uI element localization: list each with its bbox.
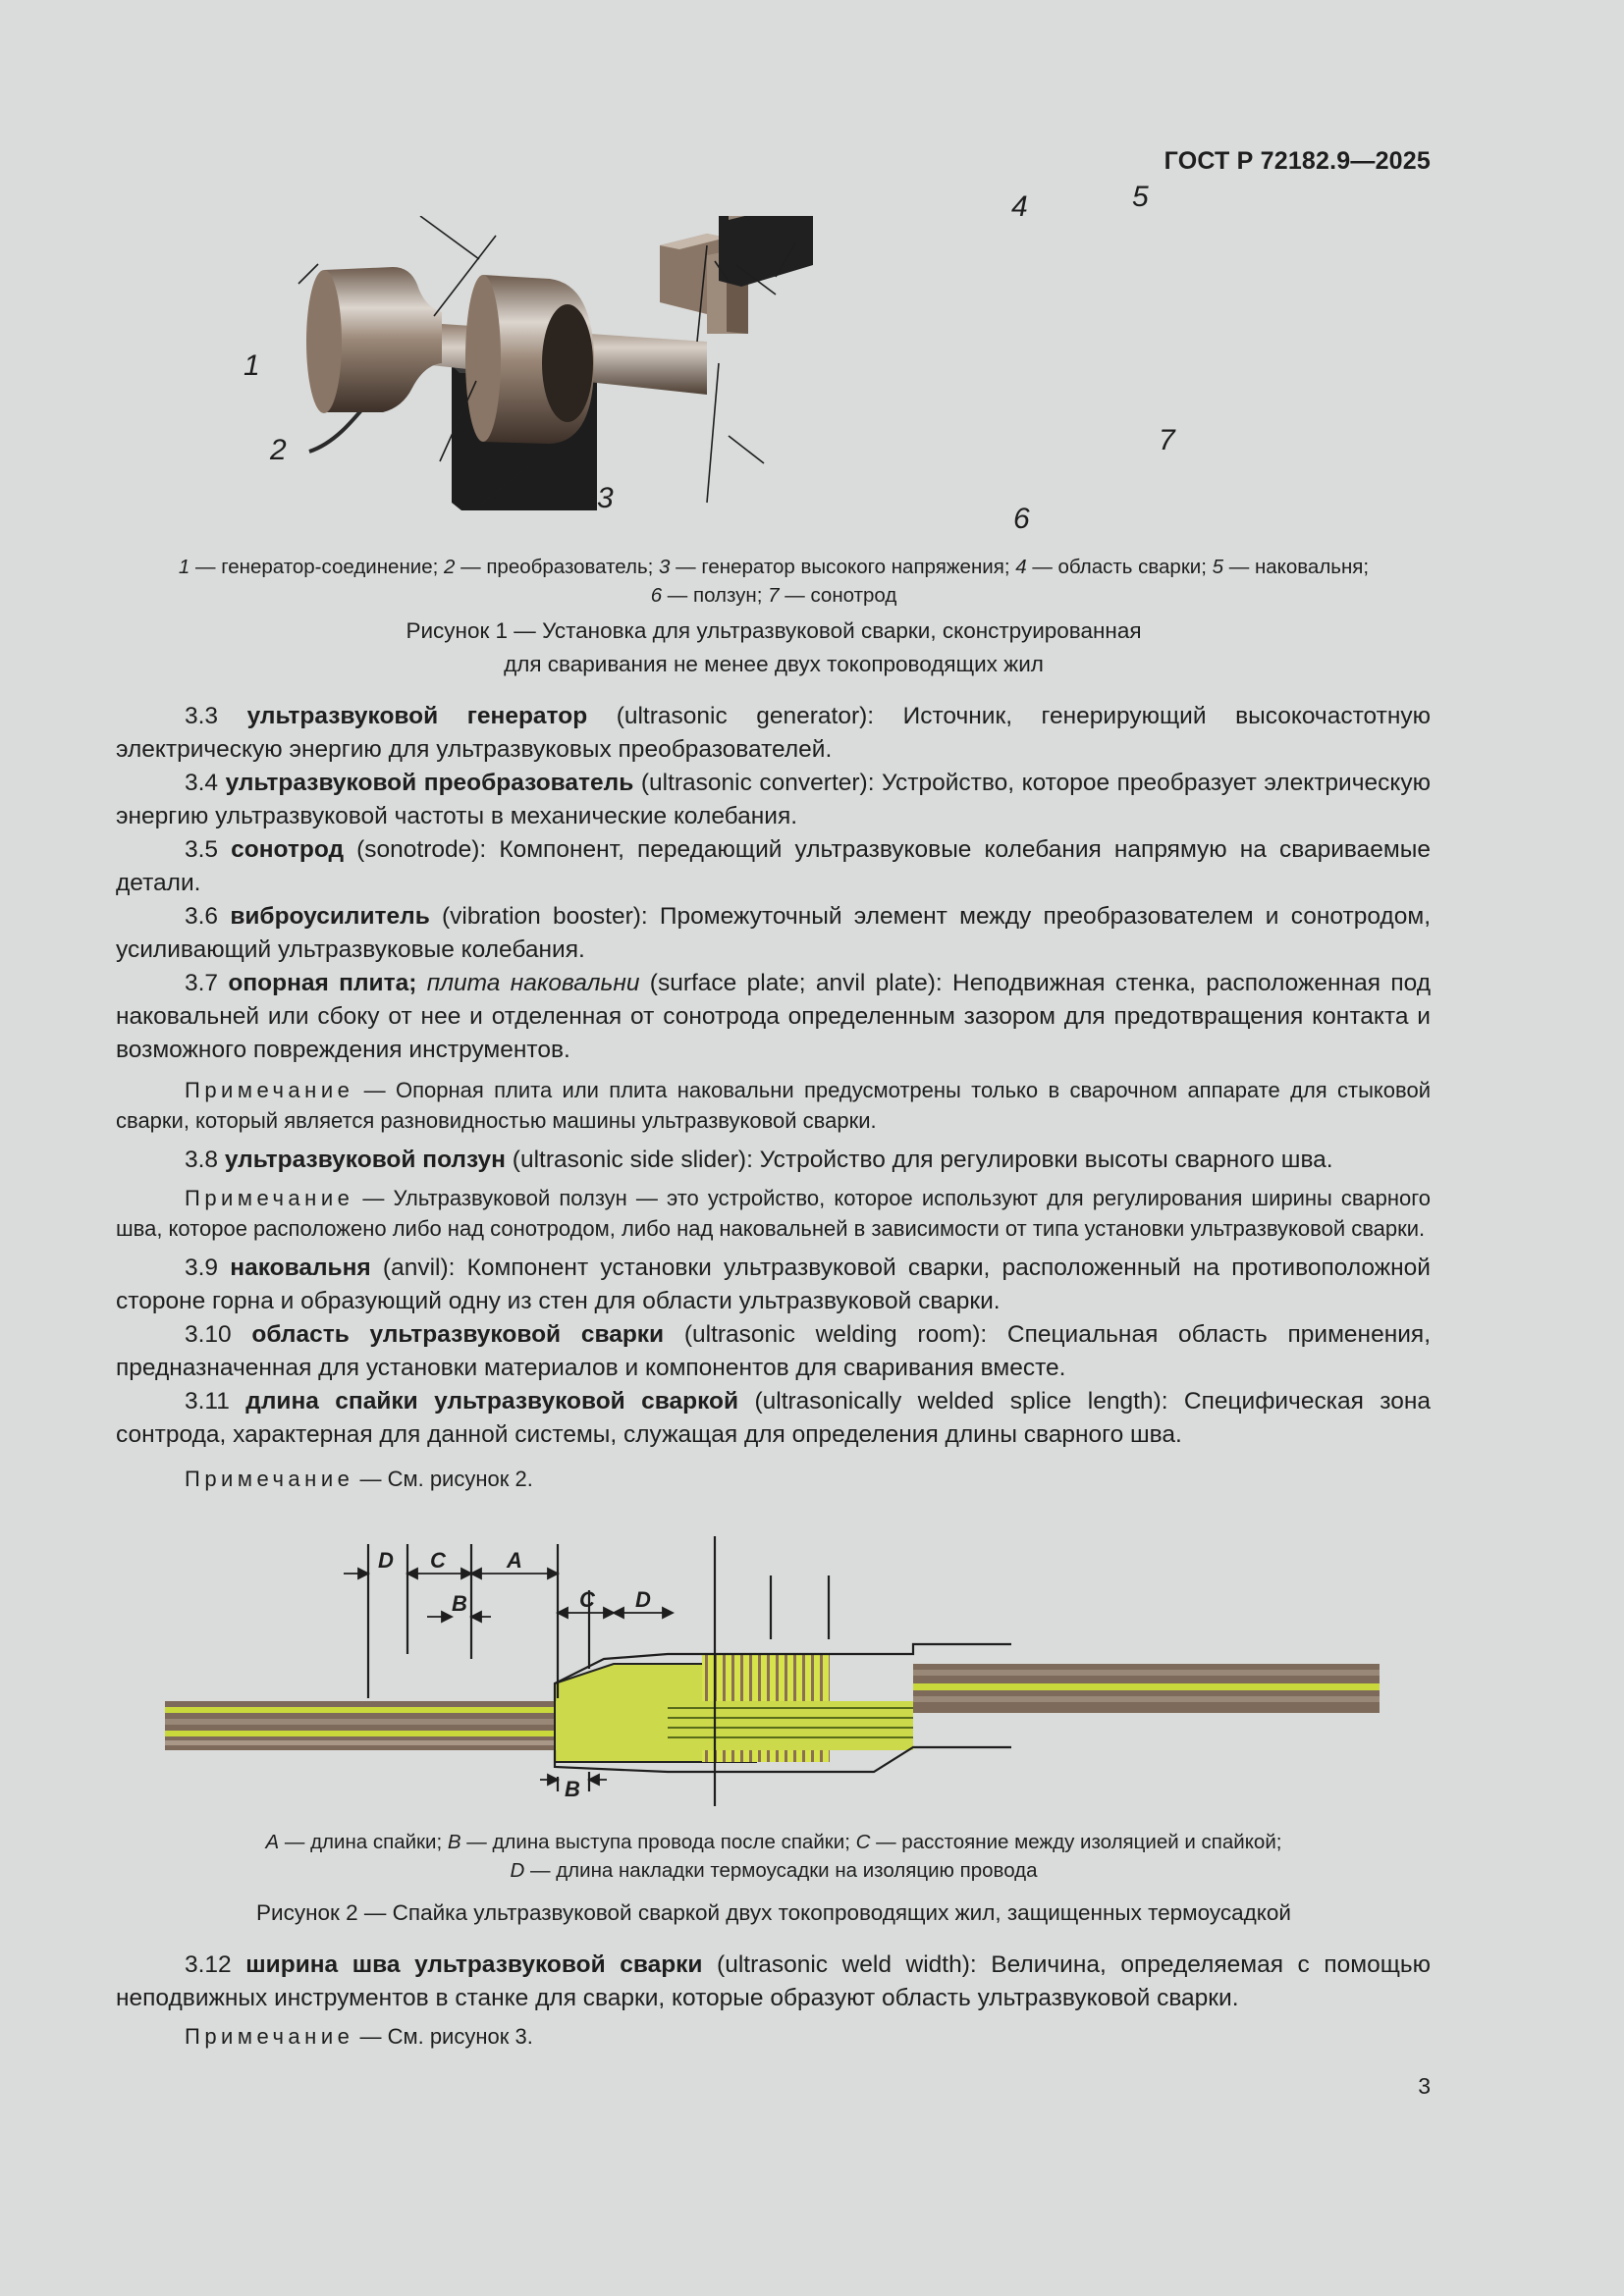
figure-2-splice-diagram — [157, 1536, 1394, 1811]
left-wire — [165, 1701, 617, 1750]
callout-2: 2 — [270, 434, 287, 466]
callout-6: 6 — [1013, 503, 1030, 535]
note-3-11: Примечание — См. рисунок 2. — [185, 1467, 533, 1491]
note-3-8: Примечание — Ультразвуковой ползун — это устройство, которое используют для регулирования ширины сварного шва, которое расположено либо над сонотродом, либо над наковальней в зависимости от типа установки ультразвуковой сварки. — [116, 1186, 1432, 1241]
dim-label-D-right: D — [635, 1587, 651, 1612]
term-3-8: 3.8 ультразвуковой ползун (ultrasonic side slider): Устройство для регулировки высоты сварного шва. — [185, 1147, 1333, 1173]
figure-1-callouts — [244, 181, 1237, 550]
dim-label-B-top: B — [452, 1591, 467, 1616]
callout-3: 3 — [597, 482, 614, 514]
figure-2-legend — [116, 1828, 1432, 1885]
legend-line-1: A — длина спайки; B — длина выступа провода после спайки; C — расстояние между изоляцией и спайкой; — [265, 1831, 1282, 1853]
term-3-6: 3.6 виброусилитель (vibration booster): Промежуточный элемент между преобразователем и сонотродом, усиливающий ультразвуковые колебания. — [116, 903, 1432, 963]
term-3-5: 3.5 сонотрод (sonotrode): Компонент, передающий ультразвуковые колебания напрямую на свариваемые детали. — [116, 836, 1431, 896]
dim-label-B-bottom: B — [565, 1777, 580, 1801]
legend-line-2: D — длина накладки термоусадки на изоляцию провода — [510, 1859, 1038, 1882]
definitions-block-1 — [116, 700, 1431, 1494]
callout-1: 1 — [244, 349, 260, 382]
right-wire — [913, 1664, 1380, 1713]
dim-label-C-left: C — [430, 1548, 446, 1573]
dim-label-A: A — [507, 1548, 522, 1573]
term-3-3: 3.3 ультразвуковой генератор (ultrasonic generator): Источник, генерирующий высокочастотную электрическую энергию для ультразвуковых преобразователей. — [116, 703, 1431, 763]
term-3-11: 3.11 длина спайки ультразвуковой сваркой (ultrasonically welded splice length): Специфическая зона сонтрода, характерная для данной системы, служащая для определения длины сварного шва. — [116, 1388, 1431, 1448]
document-id: ГОСТ Р 72182.9—2025 — [1164, 147, 1431, 175]
figure-2-caption: Рисунок 2 — Спайка ультразвуковой сваркой двух токопроводящих жил, защищенных термоусадкой — [256, 1900, 1291, 1925]
term-3-4: 3.4 ультразвуковой преобразователь (ultrasonic converter): Устройство, которое преобразует электрическую энергию ультразвуковой частоты в механические колебания. — [116, 770, 1432, 829]
note-3-7: Примечание — Опорная плита или плита наковальни предусмотрены только в сварочном аппарате для стыковой сварки, который является разновидностью машины ультразвуковой сварки. — [116, 1078, 1431, 1133]
term-3-10: 3.10 область ультразвуковой сварки (ultrasonic welding room): Специальная область применения, предназначенная для установки материалов и компонентов для сваривания вместе. — [116, 1321, 1431, 1381]
term-3-7: 3.7 опорная плита; плита наковальни (surface plate; anvil plate): Неподвижная стенка, расположенная под наковальней или сбоку от нее и отделенная от сонотрода определенным зазором для предотвращения контакта и возможного повреждения инструментов. — [116, 970, 1431, 1063]
dim-label-C-right: C — [579, 1587, 595, 1612]
figure-1-caption: Рисунок 1 — Установка для ультразвуковой сварки, сконструированная для сваривания не менее двух токопроводящих жил — [406, 618, 1142, 676]
term-3-12: 3.12 ширина шва ультразвуковой сварки (ultrasonic weld width): Величина, определяемая с помощью неподвижных инструментов в станке для сварки, которые образуют область ультразвуковой сварки. — [116, 1951, 1431, 2011]
callout-4: 4 — [1011, 190, 1028, 223]
callout-7: 7 — [1159, 424, 1175, 456]
legend-line-2: 6 — ползун; 7 — сонотрод — [650, 584, 897, 607]
dim-label-D-left: D — [378, 1548, 394, 1573]
definitions-block-2 — [116, 1949, 1431, 2052]
legend-line-1: 1 — генератор-соединение; 2 — преобразователь; 3 — генератор высокого напряжения; 4 — область сварки; 5 — наковальня; — [178, 556, 1370, 578]
figure-1-legend — [116, 553, 1432, 610]
term-3-9: 3.9 наковальня (anvil): Компонент установки ультразвуковой сварки, расположенный на противоположной стороне горна и образующий одну из стен для области ультразвуковой сварки. — [116, 1255, 1431, 1314]
callout-5: 5 — [1132, 181, 1149, 213]
note-3-12: Примечание — См. рисунок 3. — [185, 2024, 533, 2049]
page-number: 3 — [1418, 2073, 1431, 2099]
